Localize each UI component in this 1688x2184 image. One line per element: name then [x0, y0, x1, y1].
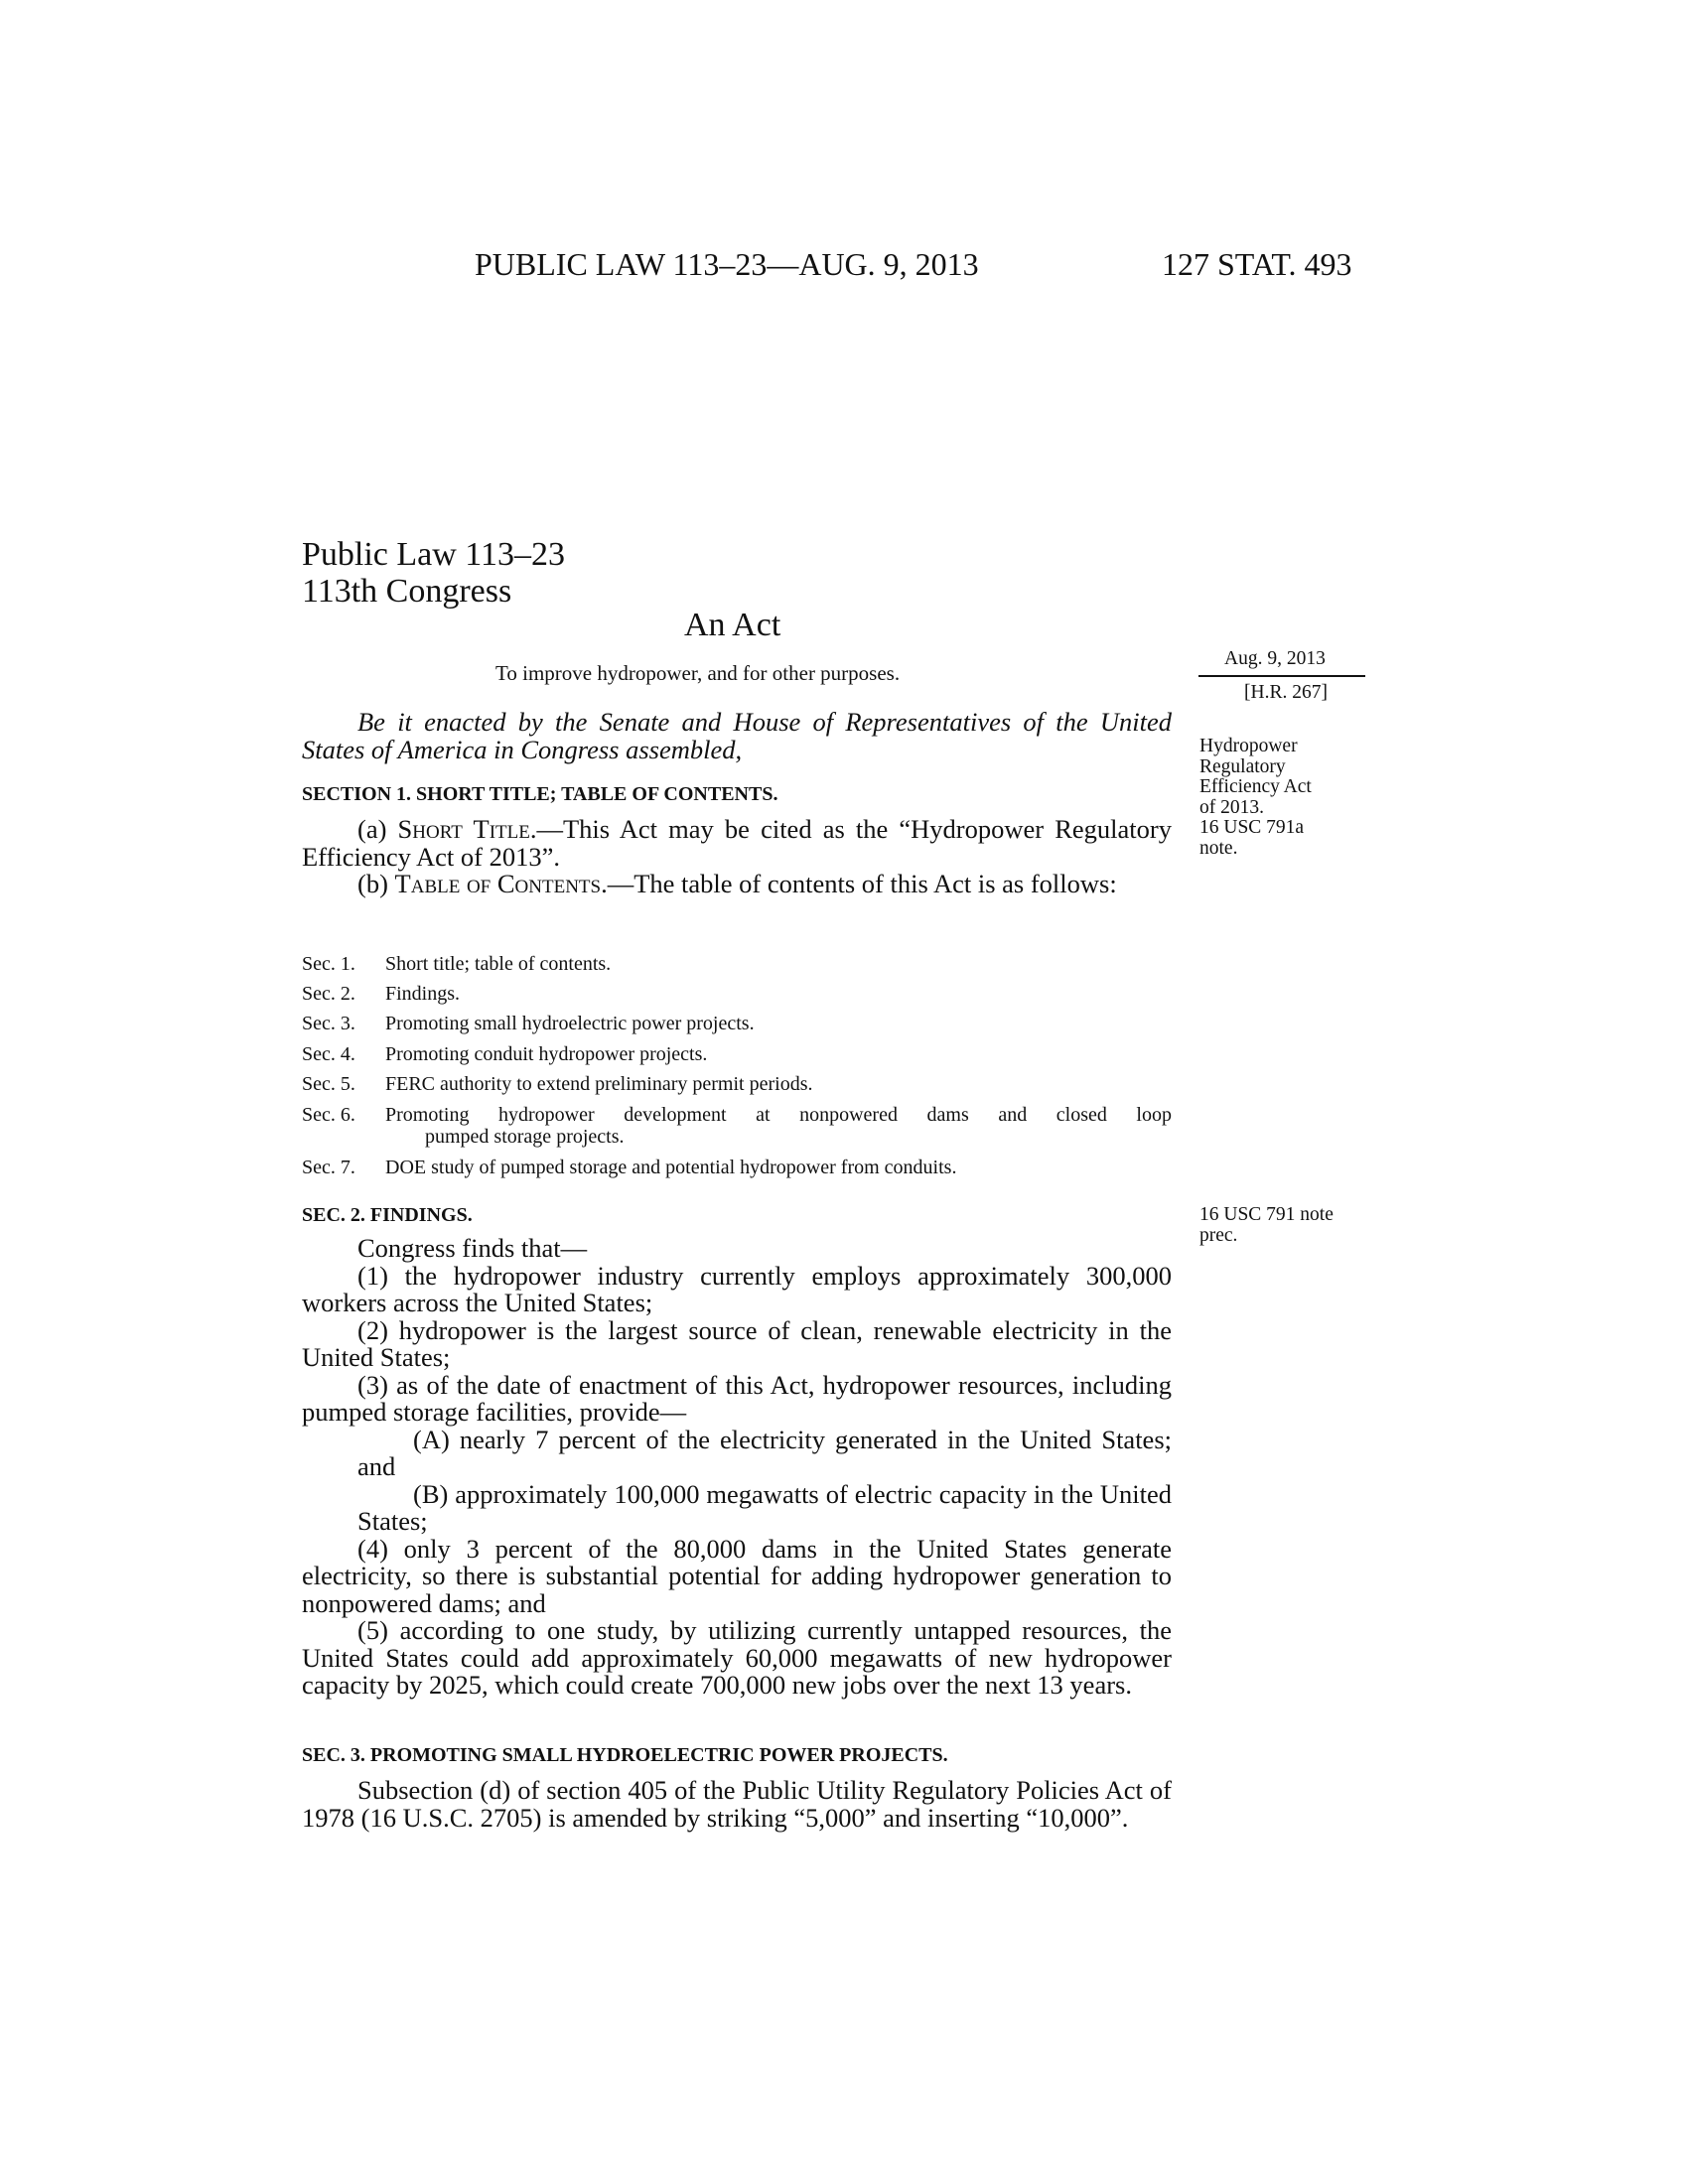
section-1-a: (a) Short Title.—This Act may be cited as the “Hydropower Regulatory Efficiency Act of 2013”.	[302, 814, 1172, 872]
law-number: Public Law 113–23	[302, 536, 566, 573]
finding-1: (1) the hydropower industry currently employs approximately 300,000 workers across the United States;	[302, 1260, 1172, 1317]
section-1-heading: SECTION 1. SHORT TITLE; TABLE OF CONTENTS.	[302, 783, 778, 805]
findings-intro: Congress finds that—	[357, 1233, 588, 1263]
finding-3b: (B) approximately 100,000 megawatts of electric capacity in the United States;	[357, 1478, 1172, 1536]
toc-entry[interactable]: Sec. 4. Promoting conduit hydropower projects.	[302, 1043, 708, 1065]
margin-findings-note: 16 USC 791 note prec.	[1199, 1204, 1334, 1246]
finding-2: (2) hydropower is the largest source of clean, renewable electricity in the United States;	[302, 1314, 1172, 1372]
section-3-heading: SEC. 3. PROMOTING SMALL HYDROELECTRIC POWER PROJECTS.	[302, 1744, 948, 1766]
congress: 113th Congress	[302, 573, 512, 610]
margin-date: Aug. 9, 2013	[1224, 648, 1326, 669]
finding-5: (5) according to one study, by utilizing currently untapped resources, the United States could add approximately 60,000 megawatts of new hydropower capacity by 2025, which could create 700,000 new jobs over the next 13 years.	[302, 1615, 1172, 1700]
margin-short-title-note: Hydropower Regulatory Efficiency Act of 2013. 16 USC 791a note.	[1199, 736, 1312, 859]
toc-entry-continuation: pumped storage projects.	[425, 1126, 625, 1148]
section-3-text: Subsection (d) of section 405 of the Public Utility Regulatory Policies Act of 1978 (16 U.S.C. 2705) is amended by striking “5,000” and inserting “10,000”.	[302, 1775, 1172, 1833]
toc-entry[interactable]: Sec. 7. DOE study of pumped storage and potential hydropower from conduits.	[302, 1157, 957, 1178]
section-1-body	[302, 816, 1172, 898]
toc-entry[interactable]: Sec. 6. Promoting hydropower development at nonpowered dams and closed loop	[302, 1104, 1172, 1126]
act-purpose: To improve hydropower, and for other purposes.	[495, 661, 901, 685]
enacting-clause: Be it enacted by the Senate and House of Representatives of the United States of America in Congress assembled,	[302, 707, 1172, 764]
running-head-stat: 127 STAT. 493	[1162, 246, 1352, 282]
section-3-body	[302, 1777, 1172, 1832]
table-of-contents	[302, 953, 1172, 1211]
an-act-heading: An Act	[684, 607, 781, 643]
toc-entry[interactable]: Sec. 1. Short title; table of contents.	[302, 953, 612, 975]
margin-rule	[1198, 675, 1365, 677]
section-2-body	[302, 1235, 1172, 1700]
toc-entry[interactable]: Sec. 5. FERC authority to extend preliminary permit periods.	[302, 1073, 813, 1095]
toc-entry[interactable]: Sec. 3. Promoting small hydroelectric power projects.	[302, 1013, 755, 1034]
section-2-heading: SEC. 2. FINDINGS.	[302, 1204, 473, 1226]
finding-3: (3) as of the date of enactment of this Act, hydropower resources, including pumped storage facilities, provide—	[302, 1369, 1172, 1427]
running-head-law: PUBLIC LAW 113–23—AUG. 9, 2013	[475, 246, 979, 282]
margin-bill: [H.R. 267]	[1244, 682, 1328, 703]
finding-4: (4) only 3 percent of the 80,000 dams in the United States generate electricity, so there is substantial potential for adding hydropower generation to nonpowered dams; and	[302, 1533, 1172, 1618]
toc-entry[interactable]: Sec. 2. Findings.	[302, 983, 461, 1005]
finding-3a: (A) nearly 7 percent of the electricity generated in the United States; and	[357, 1424, 1172, 1481]
section-1-b: (b) Table of Contents.—The table of contents of this Act is as follows:	[357, 869, 1117, 898]
